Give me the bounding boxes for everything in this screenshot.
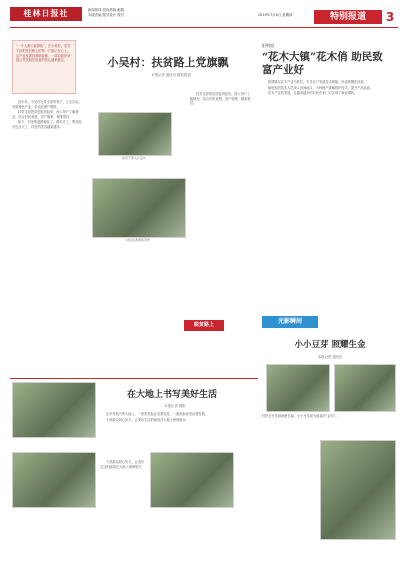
article3-title: 在大地上书写美好生活 [126,390,217,400]
article3-photo-3 [150,452,234,508]
article1-photo-main-caption: 村民在养殖场劳作 [125,238,150,242]
tag-light-shadow: 光影瞬间 [262,316,318,328]
article4-byline: 本报记者 通讯员 [317,355,343,359]
page-number: 3 [385,10,395,24]
divider-mid [10,378,258,379]
header-rule [10,27,398,28]
header-meta-line2: 本版责编 版式设计 校对 [88,13,125,17]
article2-para1: 阳朔镇以花木产业为依托，引导农户发展苗木种植，形成规模化经营。 [268,80,367,84]
tag-poverty-road: 脱贫路上 [184,320,224,331]
article2-para3: 花木产业的发展，让越来越多的村民在家门口实现了就业增收。 [268,91,358,96]
article1-para3: 如今，村里的道路硬化了，路灯亮了，集体经济也壮大了，村民的笑容越来越多。 [12,120,82,129]
page-header [0,0,402,30]
article3-photo-1 [12,382,96,438]
masthead: 桂林日报社 [10,7,82,21]
article1-photo-top-caption: 党员干部入户走访 [121,156,146,160]
article1-title: 小吴村：扶贫路上党旗飘 [107,56,229,69]
section-title: 特别报道 [314,10,382,24]
header-meta-line1: 新闻热线 投诉热线 邮箱 [88,8,125,12]
article3-body-bottom [100,460,146,530]
intro-box: “一个人都不能掉队”，在小吴村，党员干部把扶贫路上的每一户都记在心上。从产业发展到基础设施，一项项惠民举措让村民脱贫致富的信心越来越足。 [12,40,76,94]
article4-title: 小小豆芽 照耀生金 [294,340,366,350]
article4-photo-2 [334,364,396,412]
article4-photo-1 [266,364,330,412]
article1-photo-top [98,112,172,156]
article3-para-bottom: 干部群众同心协力，让美好生活的画卷在大地上徐徐展开。 [100,460,145,469]
article2-title: “花木大镇”花木俏 助民致富产业好 [262,51,383,76]
article1-byline: 本报记者 通讯员 摄影报道 [151,73,191,77]
issue-date: 2019年7月4日 星期四 [258,13,293,17]
article3-byline: 本报记者 摄影 [164,404,186,408]
article3-para1: 在乡村振兴的大地上，一张张笑脸记录着变化，一座座新房见证着发展。 [106,412,208,416]
article2-para2: 镇里组织技术人员深入田间地头，为种植户讲解管护技术，提升产品品质。 [268,85,374,90]
article1-para2: 村党支部把党员组织起来，深入每户了解情况，结合村民意愿，因户施策、精准帮扶。 [12,110,79,119]
article2-label: 阳朔镇 [262,43,274,48]
article4-photo-3 [320,440,396,540]
article3-photo-2 [12,452,96,508]
article1-body-col1 [12,100,84,340]
header-meta [88,8,198,18]
article1-photo-main [92,178,186,238]
article3-body [100,412,256,452]
article3-para2: 干部群众同心协力，让美好生活的画卷在大地上徐徐展开。 [106,417,189,422]
article2-body [262,80,394,310]
article4-caption: 村民在豆芽基地里忙碌，小小豆芽成为致富的“金芽”。 [262,414,339,418]
article1-body-col2 [190,92,252,312]
article1-para1: 近年来，小吴村在党支部带领下，立足实际，发展特色产业，带动贫困户增收。 [12,100,82,109]
article1-col2-para: 村党支部把党员组织起来，深入每户了解情况，结合村民意愿，因户施策、精准帮扶。 [190,92,251,106]
